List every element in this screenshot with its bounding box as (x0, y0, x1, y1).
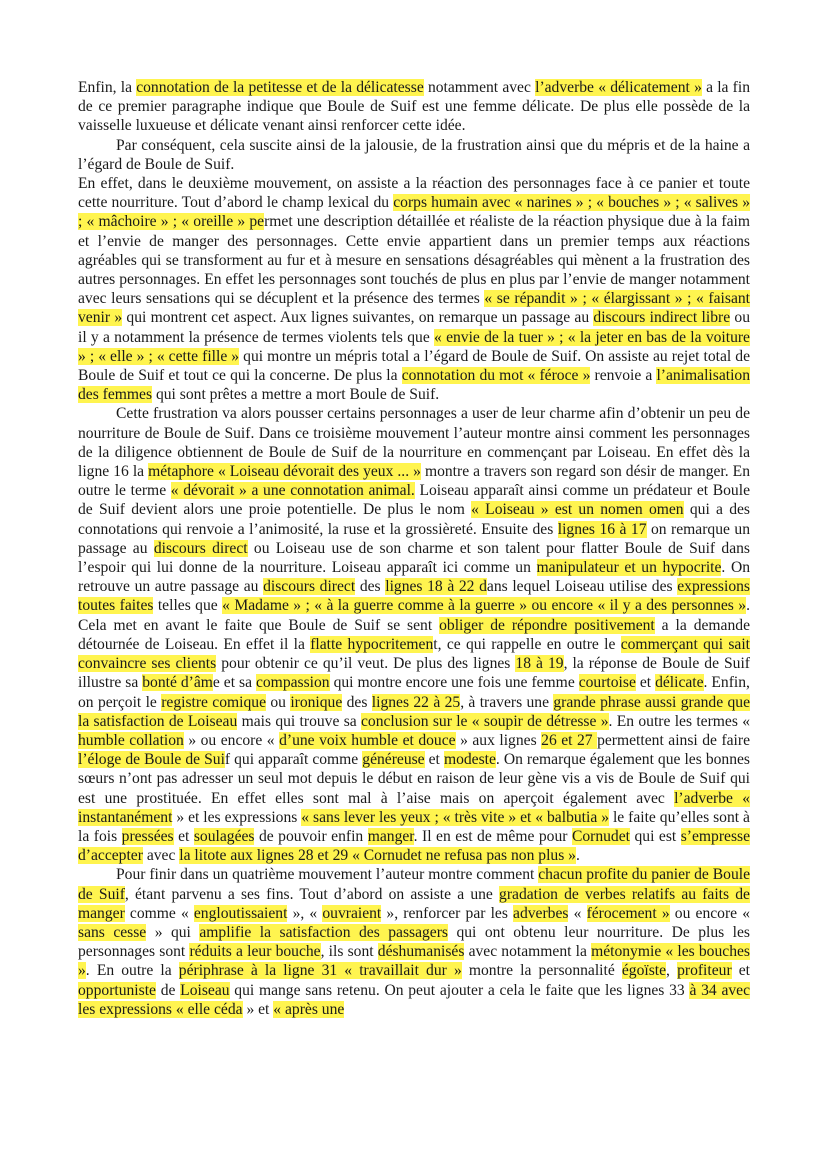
text-run: a la demande détournée de Loiseau. En effet il la (78, 616, 750, 653)
text-run: . On retrouve un autre passage au (78, 559, 751, 596)
highlighted-text: connotation du mot « féroce » (401, 367, 591, 385)
highlighted-text: lignes 22 à 25 (371, 693, 461, 711)
text-run: et (635, 674, 656, 692)
highlighted-text: « se répandit » ; « élargissant » ; « faisant venir » (78, 290, 751, 327)
text-run: . Enfin, on perçoit le (78, 674, 750, 711)
highlighted-text: gradation de verbes relatifs au faits de manger (78, 885, 750, 922)
text-run: de (155, 981, 181, 999)
text-run: telles que (153, 597, 223, 615)
highlighted-text: modeste (443, 751, 496, 769)
text-run: « (568, 904, 587, 922)
text-run: le faite qu’elles sont à la fois (78, 808, 750, 845)
text-run: . (575, 847, 580, 865)
text-run: , ils sont (320, 943, 378, 961)
highlighted-text: métaphore « Loiseau dévorait des yeux ... » (148, 463, 421, 481)
text-run: permettent ainsi de faire (597, 731, 750, 749)
text-run: e et sa (212, 674, 256, 692)
text-run: on remarque un passage au (78, 520, 750, 557)
highlighted-text: 18 à 19 (515, 655, 564, 673)
highlighted-text: discours direct (263, 578, 356, 596)
highlighted-text: grande phrase aussi grande que la satisfaction de Loiseau (78, 693, 751, 730)
text-run: », renforcer par les (381, 904, 514, 922)
highlighted-text: à 34 avec les expressions « elle céda (78, 981, 751, 1018)
text-run: Cette frustration va alors pousser certains personnages a user de leur charme afin d’obtenir un peu de nourriture de Boule de Suif. Dans ce troisième mouvement l’auteur montre ainsi comment les personnages de la diligence obtiennent de Boule de Suif de la nourriture en commençant par Loiseau. En effet dès la ligne 16 la (78, 405, 750, 481)
highlighted-text: expressions toutes faites (78, 578, 750, 615)
text-run: mais qui trouve sa (237, 712, 361, 730)
text-run: et (424, 751, 444, 769)
text-run: renvoie a (590, 367, 657, 385)
highlighted-text: 26 et 27 (541, 731, 598, 749)
highlighted-text: Loiseau (180, 981, 230, 999)
highlighted-text: l’adverbe « instantanément (78, 789, 750, 826)
highlighted-text: bonté d’âm (142, 674, 213, 692)
text-run: . Il en est de même pour (413, 827, 572, 845)
text-run: qui ont obtenu leur nourriture. De plus les personnages sont (78, 923, 751, 961)
highlighted-text: l’adverbe « délicatement » (535, 79, 702, 96)
highlighted-text: lignes 16 à 17 (557, 520, 647, 538)
text-run: ou Loiseau use de son charme et son talent pour flatter Boule de Suif dans l’espoir qui lui donne de la nourriture. Loiseau apparaît ici comme un (78, 539, 750, 577)
text-run: » qui (146, 923, 200, 941)
text-run: Pour finir dans un quatrième mouvement l’auteur montre comment (116, 866, 539, 884)
text-run: et (731, 962, 751, 980)
text-run: . Cela met en avant le faite que Boule de Suif se sent (78, 597, 750, 634)
text-run: a la fin de ce premier paragraphe indique que Boule de Suif est une femme délicate. De plus elle possède de la vaisselle luxueuse et délicate venant ainsi renforcer cette idée. (78, 79, 751, 135)
paragraph (78, 865, 750, 1019)
text-run: qui a des connotations qui renvoie a l’animosité, la ruse et la grossièreté. Ensuite des (78, 501, 750, 538)
highlighted-text: s’empresse d’accepter (78, 827, 750, 865)
highlighted-text: l’éloge de Boule de Sui (78, 751, 225, 769)
highlighted-text: discours direct (153, 539, 248, 557)
document-page (78, 78, 750, 1019)
highlighted-text: commerçant qui sait convaincre ses clients (78, 635, 750, 673)
highlighted-text: périphrase à la ligne 31 « travaillait dur » (178, 962, 462, 980)
text-run: notamment avec (423, 79, 536, 96)
text-run: », « (287, 904, 323, 922)
text-run: montre a travers son regard son désir de manger. En outre le terme (78, 463, 750, 500)
paragraph (78, 136, 750, 174)
highlighted-text: humble collation (78, 731, 184, 749)
highlighted-text: chacun profite du panier de Boule de Suif (78, 866, 750, 903)
text-run: qui montre encore une fois une femme (329, 674, 579, 692)
highlighted-text: « après une (273, 1000, 345, 1018)
highlighted-text: généreuse (362, 751, 425, 769)
text-run: qui montre un mépris total a l’égard de Boule de Suif. On assiste au rejet total de Boule de Suif et tout ce qui la concerne. De plus la (78, 347, 750, 385)
text-run: qui mange sans retenu. On peut ajouter a cela le faite que les lignes 33 (229, 981, 690, 999)
highlighted-text: registre comique (161, 693, 267, 711)
text-run: . En outre les termes « (608, 712, 750, 730)
text-run: qui sont prêtes a mettre a mort Boule de Suif. (152, 386, 440, 404)
highlighted-text: discours indirect libre (593, 309, 731, 327)
text-run: . En outre la (85, 962, 179, 980)
highlighted-text: sans cesse (78, 923, 147, 941)
text-run: des (342, 693, 372, 711)
highlighted-text: flatte hypocritemen (310, 635, 434, 653)
text-run: Par conséquent, cela suscite ainsi de la jalousie, de la frustration ainsi que du mépris et de la haine a l’égard de Boule de Suif. (78, 136, 750, 173)
highlighted-text: profiteur (677, 962, 732, 980)
highlighted-text: « Loiseau » est un nomen omen (471, 501, 684, 519)
text-run: Enfin, la (78, 79, 137, 96)
text-run: , la réponse de Boule de Suif illustre sa (78, 655, 751, 692)
text-run: t, ce qui rappelle en outre le (433, 635, 621, 653)
text-run: de pouvoir enfin (254, 827, 368, 845)
highlighted-text: l’animalisation des femmes (78, 367, 750, 404)
highlighted-text: engloutissaient (193, 904, 288, 922)
highlighted-text: obliger de répondre positivement (439, 616, 655, 634)
highlighted-text: égoïste (621, 962, 667, 980)
highlighted-text: ouvraient (322, 904, 382, 922)
highlighted-text: courtoise (578, 674, 636, 692)
text-run: montre la personnalité (461, 962, 622, 980)
text-run: En effet, dans le deuxième mouvement, on assiste a la réaction des personnages face à ce panier et toute cette nourriture. Tout d’abord le champ lexical du (78, 175, 750, 212)
text-run: . On remarque également que les bonnes sœurs n’ont pas adresser un seul mot depuis le début en raison de leur gène vis a vis de Boule de Suif qui est une prostituée. En effet elles sont mal à l’aise mais on aperçoit également avec (78, 751, 751, 807)
paragraph (78, 174, 750, 404)
text-run: » aux lignes (455, 731, 542, 749)
highlighted-text: conclusion sur le « soupir de détresse » (361, 712, 609, 730)
highlighted-text: compassion (255, 674, 330, 692)
highlighted-text: lignes 18 à 22 d (385, 578, 487, 596)
highlighted-text: férocement » (586, 904, 670, 922)
paragraph (78, 78, 750, 136)
highlighted-text: « envie de la tuer » ; « la jeter en bas de la voiture » ; « elle » ; « cette fille » (78, 328, 750, 365)
highlighted-text: adverbes (513, 904, 569, 922)
highlighted-text: manipulateur et un hypocrite (536, 559, 722, 577)
text-run: f qui apparaît comme (224, 751, 363, 769)
highlighted-text: « sans lever les yeux ; « très vite » et « balbutia » (301, 808, 609, 826)
text-run: qui est (629, 827, 681, 845)
text-run: , étant parvenu a ses fins. Tout d’abord on assiste a une (124, 885, 500, 903)
highlighted-text: délicate (655, 674, 704, 692)
text-run: avec notamment la (464, 943, 592, 961)
highlighted-text: déshumanisés (377, 943, 465, 961)
text-run: ou (266, 693, 291, 711)
highlighted-text: Cornudet (571, 827, 630, 845)
paragraph (78, 404, 750, 865)
text-run: pour obtenir ce qu’il veut. De plus des lignes (216, 655, 516, 673)
text-run: avec (142, 847, 180, 865)
highlighted-text: opportuniste (78, 981, 156, 999)
highlighted-text: « dévorait » a une connotation animal. (170, 482, 415, 500)
text-run: » ou encore « (183, 731, 280, 749)
text-run: des (355, 578, 386, 596)
text-run: Loiseau apparaît ainsi comme un prédateur et Boule de Suif devient alors une proie potentielle. De plus le nom (78, 482, 750, 519)
highlighted-text: métonymie « les bouches » (78, 943, 750, 980)
text-run: qui montrent cet aspect. Aux lignes suivantes, on remarque un passage au (122, 309, 594, 327)
highlighted-text: manger (367, 827, 414, 845)
text-run: ans lequel Loiseau utilise des (486, 578, 678, 596)
text-run: ou il y a notamment la présence de termes violents tels que (78, 309, 750, 346)
highlighted-text: corps humain avec « narines » ; « bouches » ; « salives » ; « mâchoire » ; « oreille » pe (78, 194, 750, 231)
text-run: comme « (124, 904, 194, 922)
text-run: ou encore « (669, 904, 751, 922)
highlighted-text: amplifie la satisfaction des passagers (199, 923, 448, 941)
highlighted-text: « Madame » ; « à la guerre comme à la guerre » ou encore « il y a des personnes » (222, 597, 747, 615)
highlighted-text: ironique (290, 693, 343, 711)
highlighted-text: réduits a leur bouche (189, 943, 321, 961)
text-run: » et (242, 1000, 274, 1018)
text-run: et (173, 827, 194, 845)
text-run: » et les expressions (172, 808, 302, 826)
text-run: , (666, 962, 678, 980)
highlighted-text: soulagées (193, 827, 255, 845)
text-run: , à travers une (460, 693, 554, 711)
highlighted-text: connotation de la petitesse et de la délicatesse (136, 79, 424, 96)
text-run: rmet une description détaillée et réaliste de la réaction physique due à la faim et l’envie de manger des personnages. Cette envie appartient dans un premier temps aux réactions agréables qui se transforment au fur et à mesure en sensations désagréables qui mènent a la frustration des autres personnages. En effet les personnages sont touchés de plus en plus par l’envie de manger notamment avec leurs sensations qui se décuplent et la présence des termes (78, 213, 750, 308)
highlighted-text: d’une voix humble et douce (279, 731, 456, 749)
highlighted-text: la litote aux lignes 28 et 29 « Cornudet ne refusa pas non plus » (179, 847, 576, 865)
highlighted-text: pressées (121, 827, 174, 845)
